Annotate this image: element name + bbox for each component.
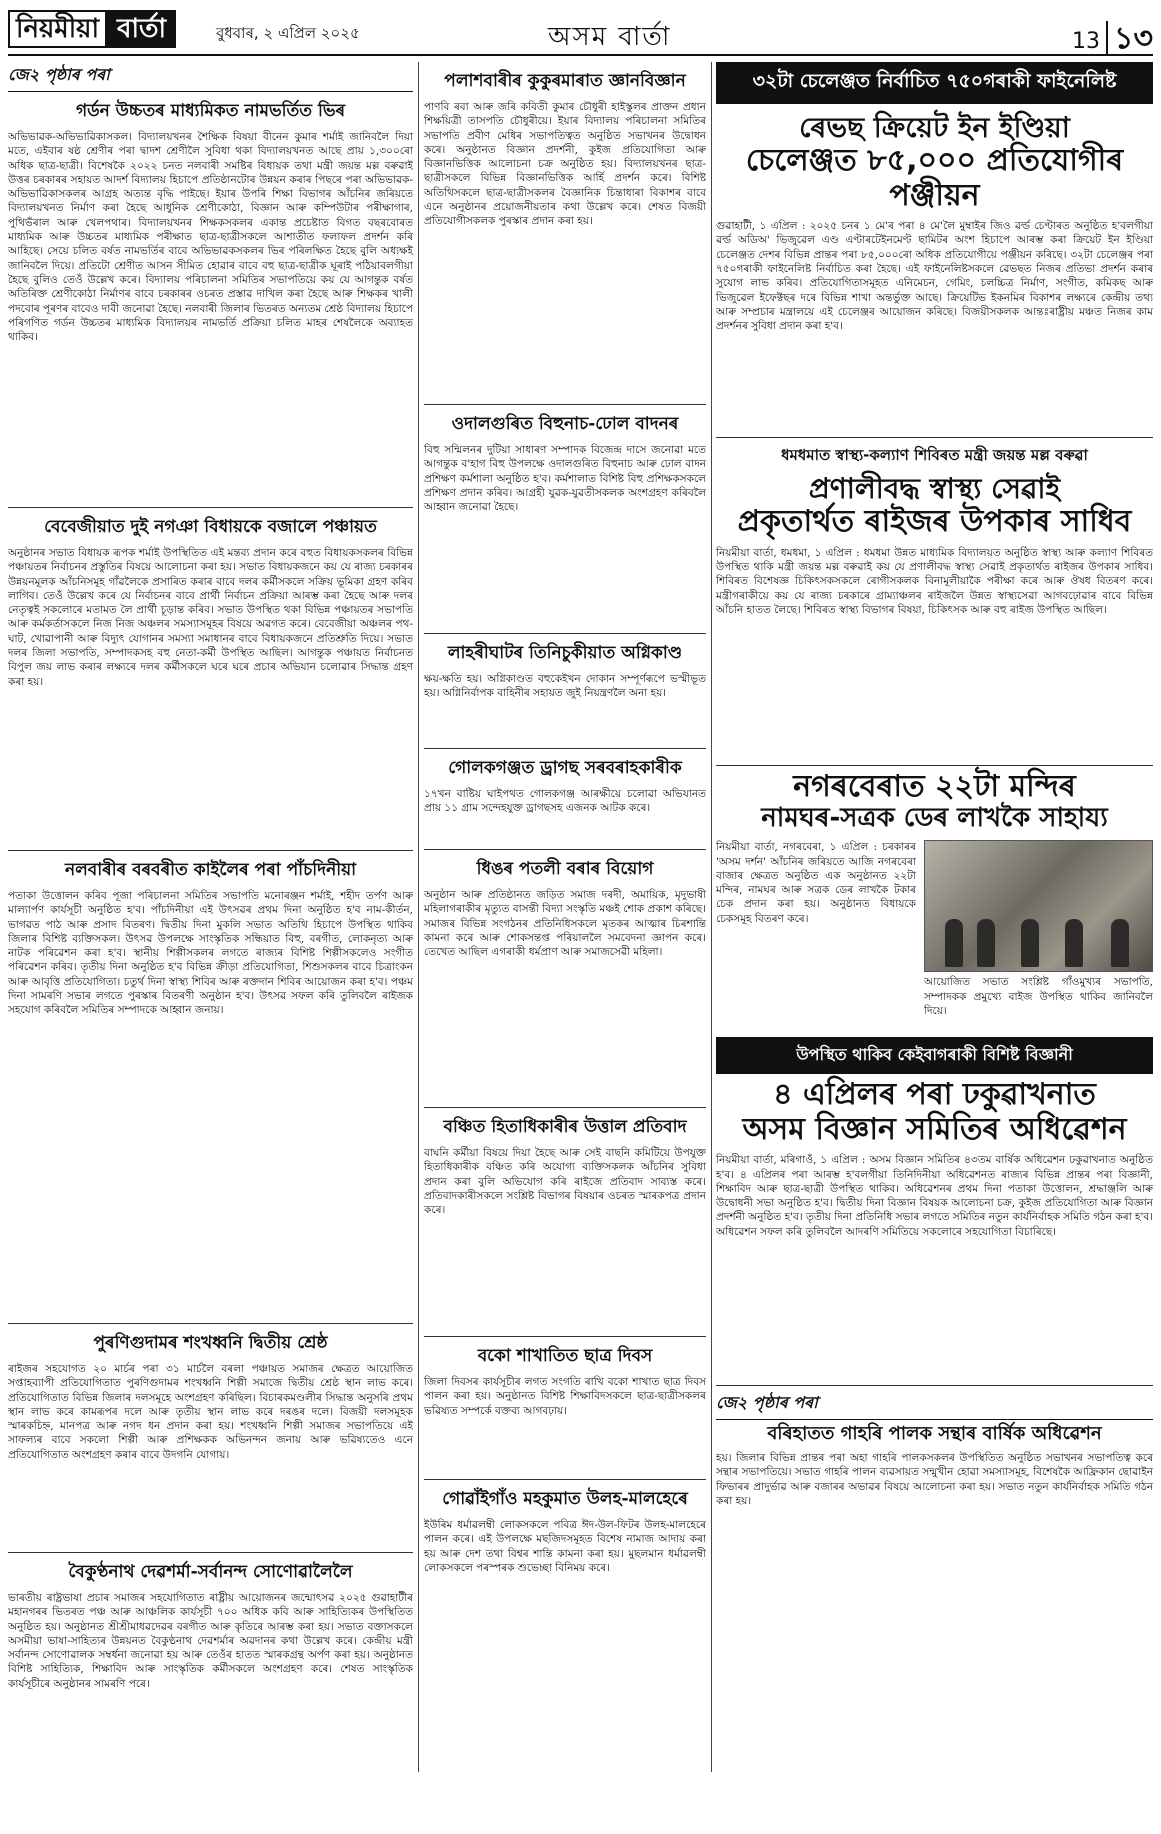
- sub-headline: ধমধমাত স্বাস্থ্য-কল্যাণ শিবিৰত মন্ত্ৰী জয়ন্ত মল্ল বৰুৱা: [781, 446, 1088, 465]
- divider: [424, 404, 706, 405]
- middle-column: [424, 62, 706, 1772]
- article-headline: বকো শাখাতিত ছাত্ৰ দিবস: [477, 1346, 653, 1366]
- page-number-as: ১৩: [1106, 21, 1153, 56]
- jump-label: জে২ পৃষ্ঠাৰ পৰা: [716, 1390, 1153, 1420]
- article-body: ক্ষয়-ক্ষতি হয়। অগ্নিকাণ্ডত বহুকেইখন দোকান সম্পূৰ্ণৰূপে ভস্মীভূত হয়। অগ্নিনিৰ্বাপক বাহিনীৰ সহায়ত জুই নিয়ন্ত্ৰণলৈ অনা হয়।: [424, 673, 706, 700]
- article-body: নিয়মীয়া বাৰ্তা, মৰিগাওঁ, ১ এপ্ৰিল : অসম বিজ্ঞান সমিতিৰ ৪৩তম বাৰ্ষিক অধিৱেশন ঢকুৱাখনাত অনুষ্ঠিত হ'ব। ৪ এপ্ৰিলৰ পৰা আৰম্ভ হ'বলগীয়া তিনিদিনীয়া অধিৱেশনত ৰাজ্যৰ বিভিন্ন প্ৰান্তৰ পৰা বিজ্ঞানী, শিক্ষাবিদ আৰু ছাত্ৰ-ছাত্ৰী উপস্থিত থাকিব। অধিৱেশনৰ প্ৰথম দিনা পতাকা উত্তোলন, শ্ৰদ্ধাঞ্জলি আৰু উদ্বোধনী সভা অনুষ্ঠিত হ'ব। দ্বিতীয় দিনা বিজ্ঞান বিষয়ক আলোচনা চক্ৰ, কুইজ প্ৰতিযোগিতা আৰু বিজ্ঞান প্ৰদৰ্শনী অনুষ্ঠিত হ'ব। তৃতীয় দিনা প্ৰতিনিধি সভাৰ লগতে সমিতিৰ নতুন কাৰ্যনিৰ্বাহক সমিতি গঠন কৰা হ'ব। অধিৱেশন সফল কৰি তুলিবলৈ আদৰণি সমিতিয়ে সকলোৰে সহযোগিতা বিচাৰিছে।: [716, 1154, 1153, 1238]
- photo-caption: আয়োজিত সভাত সংশ্লিষ্ট গাঁওমুখ্যৰ সভাপতি, সম্পাদকক প্ৰমুখ্যে বাইজ উপস্থিত থাকিব জানিবলৈ দিয়ে।: [924, 976, 1153, 1017]
- article-headline: লাহৰীঘাটৰ তিনিচুকীয়াত অগ্নিকাণ্ড: [447, 643, 683, 663]
- article-headline: ধিঙৰ পতলী বৰাৰ বিয়োগ: [476, 859, 654, 879]
- column-divider: [418, 62, 419, 1772]
- big-headline-4a: ৪ এপ্ৰিলৰ পৰা ঢকুৱাখনাত: [773, 1077, 1096, 1113]
- news-photo: [924, 840, 1153, 972]
- article-headline: পুৰণিগুদামৰ শংখধ্বনি দ্বিতীয় শ্ৰেষ্ঠ: [93, 1333, 328, 1353]
- big-headline-3b: নামঘৰ-সত্ৰক ডেৰ লাখকৈ সাহায্য: [761, 803, 1108, 834]
- article-headline: ওদালগুৰিত বিহুনাচ-ঢোল বাদনৰ: [451, 414, 679, 434]
- article-body: জিলা দিবসৰ কাৰ্যসূচীৰ লগত সংগতি ৰাখি বকো শাখাত ছাত্ৰ দিবস পালন কৰা হয়। অনুষ্ঠানত বিশিষ্ট শিক্ষাবিদসকলে ছাত্ৰ-ছাত্ৰীসকলৰ ভৱিষ্যত সম্পৰ্কে বক্তব্য আগবঢ়ায়।: [424, 1376, 706, 1417]
- article-body: ৰাইজৰ সহযোগত ২০ মাৰ্চৰ পৰা ৩১ মাৰ্চলৈ বৰলা পঞ্চায়ত সমাজৰ ক্ষেত্ৰত আয়োজিত সপ্তাহব্যাপী প্ৰতিযোগিতাত পুৰণিগুদামৰ শংখধ্বনি শিল্পী সমাজে দ্বিতীয় শ্ৰেষ্ঠ স্থান লাভ কৰে। প্ৰতিযোগিতাত বিভিন্ন জিলাৰ দলসমূহে অংশগ্ৰহণ কৰিছিল। বিচাৰকমণ্ডলীৰ সিদ্ধান্ত অনুসৰি প্ৰথম স্থান লাভ কৰে কামৰূপৰ দলে আৰু তৃতীয় স্থান লাভ কৰে দৰঙৰ দলে। বিজয়ী দলসমূহক স্মাৰকচিহ্ন, মানপত্ৰ আৰু নগদ ধন প্ৰদান কৰা হয়। শংখধ্বনি শিল্পী সমাজৰ সভাপতিয়ে এই সাফল্যৰ বাবে সকলো শিল্পী আৰু প্ৰশিক্ষকক অভিনন্দন জনায় আৰু ভৱিষ্যতেও এনে প্ৰতিযোগিতাত অংশগ্ৰহণ কৰাৰ বাবে উদগনি যোগায়।: [8, 1363, 413, 1461]
- article-body: পাণবি ৰবা আৰু জৰি কবিতী কুমাৰ চৌধুৰী হাইস্কুলৰ প্ৰাক্তন প্ৰধান শিক্ষয়িত্ৰী তাসপতি চৌধুৰীয়ে। ইয়াৰ বিদ্যালয় পৰিচালনা সমিতিৰ সভাপতি প্ৰবীণ মেধিৰ সভাপতিত্বত অনুষ্ঠিত সভাখনৰ উদ্বোধন কৰে। অনুষ্ঠানত বিজ্ঞান প্ৰদৰ্শনী, কুইজ প্ৰতিযোগিতা আৰু বিজ্ঞানভিত্তিক আলোচনা চক্ৰ অনুষ্ঠিত হয়। বিদ্যালয়খনৰ ছাত্ৰ-ছাত্ৰীসকলে বিভিন্ন বিজ্ঞানভিত্তিক আৰ্হি প্ৰদৰ্শন কৰে। বিশিষ্ট অতিথিসকলে ছাত্ৰ-ছাত্ৰীসকলৰ বৈজ্ঞানিক চিন্তাধাৰা বিকাশৰ বাবে এনে অনুষ্ঠানৰ প্ৰয়োজনীয়তাৰ কথা উল্লেখ কৰে। শেষত বিজয়ী প্ৰতিযোগীসকলক পুৰস্কাৰ প্ৰদান কৰা হয়।: [424, 101, 706, 228]
- article-body: ১৭খন বাষ্টিয় ঘাইপথত গোলকগঞ্জ আৰক্ষীয়ে চলোৱা অভিযানত প্ৰায় ১১ গ্ৰাম সন্দেহযুক্ত ড্ৰাগছসহ এজনক আটক কৰে।: [424, 788, 706, 815]
- section-title: অসম বাৰ্তা: [548, 22, 672, 52]
- divider: [424, 633, 706, 634]
- divider: [424, 1336, 706, 1337]
- divider: [424, 748, 706, 749]
- article-headline: নলবাৰীৰ বৰবৰীত কাইলৈৰ পৰা পাঁচদিনীয়া: [64, 860, 357, 880]
- column-divider: [711, 62, 712, 1772]
- article-headline: গৰ্ডন উচ্চতৰ মাধ্যমিকত নামভৰ্তিত ভিৰ: [75, 101, 346, 121]
- banner-finalists: ৩২টা চেলেঞ্জত নিৰ্বাচিত ৭৫০গৰাকী ফাইনেলিষ্ট: [716, 62, 1153, 104]
- divider: [8, 1323, 413, 1324]
- page-number-en: 13: [1072, 29, 1101, 54]
- divider: [8, 507, 413, 508]
- divider: [8, 1552, 413, 1553]
- big-headline-2b: প্ৰকৃতাৰ্থত ৰাইজৰ উপকাৰ সাধিব: [737, 504, 1132, 540]
- logo-right: বাৰ্তা: [107, 10, 176, 48]
- divider: [716, 437, 1153, 438]
- banner-scientists: উপস্থিত থাকিব কেইবাগৰাকী বিশিষ্ট বিজ্ঞানী: [716, 1037, 1153, 1074]
- article-headline: গোৱাঁইগাঁও মহকুমাত উলহ-মালহেৰে: [442, 1489, 688, 1509]
- article-headline: গোলকগঞ্জত ড্ৰাগছ সৰবৰাহকাৰীক: [448, 758, 682, 778]
- article-body: অনুষ্ঠান আৰু প্ৰতিষ্ঠানত জড়িত সমাজ দৰদী, অমায়িক, মৃদুভাষী মহিলাগৰাকীৰ মৃত্যুত বাসন্তী বিদ্যা সংস্কৃতি মঞ্চই শোক প্ৰকাশ কৰিছে। সমাজৰ বিভিন্ন সংগঠনৰ প্ৰতিনিধিসকলে মৃতকৰ আত্মাৰ চিৰশান্তি কামনা কৰে আৰু শোকসন্তপ্ত পৰিয়াললৈ সমবেদনা জ্ঞাপন কৰে। তেখেত আছিল এগৰাকী ধৰ্মপ্ৰাণ আৰু সমাজসেৱী মহিলা।: [424, 889, 706, 959]
- newspaper-logo: [8, 10, 176, 48]
- right-column: [716, 62, 1153, 1772]
- big-headline-4b: অসম বিজ্ঞান সমিতিৰ অধিৱেশন: [742, 1111, 1127, 1147]
- article-body: ইউৰিম ধৰ্মাৱলম্বী লোকসকলে পবিত্ৰ ঈদ-উল-ফিটৰ উলহ-মালহেৰে পালন কৰে। এই উপলক্ষে মছজিদসমূহত বিশেষ নামাজ আদায় কৰা হয় আৰু দেশ তথা বিশ্বৰ শান্তি কামনা কৰা হয়। মুছলমান ধৰ্মাৱলম্বী লোকসকলে পৰস্পৰক শুভেচ্ছা বিনিময় কৰে।: [424, 1519, 706, 1574]
- article-body: নিয়মীয়া বাৰ্তা, ধমধমা, ১ এপ্ৰিল : ধমধমা উন্নত মাধ্যমিক বিদ্যালয়ত অনুষ্ঠিত স্বাস্থ্য আৰু কল্যাণ শিবিৰত উপস্থিত থাকি মন্ত্ৰী জয়ন্ত মল্ল বৰুৱাই কয় যে প্ৰণালীবদ্ধ স্বাস্থ্য সেৱাই প্ৰকৃতাৰ্থত ৰাইজৰ উপকাৰ সাধিব। শিবিৰত বিশেষজ্ঞ চিকিৎসকসকলে ৰোগীসকলক বিনামূলীয়াকৈ পৰীক্ষা কৰে আৰু ঔষধ বিতৰণ কৰে। মন্ত্ৰীগৰাকীয়ে কয় যে ৰাজ্য চৰকাৰে গ্ৰাম্যাঞ্চলৰ ৰাইজলৈ উন্নত স্বাস্থ্যসেৱা আগবঢ়োৱাৰ বাবে বিভিন্ন আঁচনি হাতত লৈছে। শিবিৰত স্বাস্থ্য বিভাগৰ বিষয়া, চিকিৎসক আৰু বহু ৰাইজ উপস্থিত আছিল।: [716, 546, 1153, 617]
- jump-label: জে২ পৃষ্ঠাৰ পৰা: [8, 62, 413, 92]
- divider: [716, 1385, 1153, 1386]
- article-headline: বঞ্চিত হিতাধিকাৰীৰ উত্তাল প্ৰতিবাদ: [443, 1117, 687, 1137]
- article-body: ভাৰতীয় ৰাষ্ট্ৰভাষা প্ৰচাৰ সমাজৰ সহযোগিতাত ৰাষ্ট্ৰীয় আয়োজনৰ জন্মোৎসৱ ২০২৫ গুৱাহাটীৰ মহানগৰৰ ভিতৰত পঞ্চ আৰু আঞ্চলিক কাৰ্যসূচী ৭০০ অধিক কবি আৰু সাহিত্যিকৰ উপস্থিতিত অনুষ্ঠিত হয়। অনুষ্ঠানত শ্ৰীশ্ৰীমাধৱদেৱৰ বৰগীত আৰু কৃতিৰে আৰম্ভ কৰা হয়। সভাত বক্তাসকলে অসমীয়া ভাষা-সাহিত্যৰ উন্নয়নত বৈকুণ্ঠনাথ দেৱশৰ্মাৰ অৱদানৰ কথা উল্লেখ কৰে। কেন্দ্ৰীয় মন্ত্ৰী সৰ্বানন্দ সোণোৱালক সম্বৰ্ধনা জনোৱা হয় আৰু তেওঁৰ হাতত স্মাৰকগ্ৰন্থ অৰ্পণ কৰা হয়। অনুষ্ঠানত বিশিষ্ট সাহিত্যিক, শিক্ষাবিদ আৰু সাংস্কৃতিক কৰ্মীসকলে অংশগ্ৰহণ কৰে। শেষত সাংস্কৃতিক কাৰ্যসূচীৰে অনুষ্ঠানৰ সামৰণি পৰে।: [8, 1592, 413, 1690]
- big-headline-1a: ৰেভছ ক্ৰিয়েট ইন ইণ্ডিয়া: [799, 111, 1070, 144]
- divider: [424, 849, 706, 850]
- divider: [424, 1107, 706, 1108]
- article-body: হয়। জিলাৰ বিভিন্ন প্ৰান্তৰ পৰা অহা গাহৰি পালকসকলৰ উপস্থিতিত অনুষ্ঠিত সভাখনৰ সভাপতিত্ব কৰে সন্থাৰ সভাপতিয়ে। সভাত গাহৰি পালন ব্যৱসায়ত সন্মুখীন হোৱা সমস্যাসমূহ, বিশেষকৈ আফ্ৰিকান ছোৱাইন ফিভাৰৰ প্ৰাদুৰ্ভাৱ আৰু বজাৰৰ অভাৱৰ বিষয়ে আলোচনা কৰা হয়। সভাত নতুন কাৰ্যনিৰ্বাহক সমিতি গঠন কৰা হয়।: [716, 1451, 1153, 1507]
- article-headline: বৈকুণ্ঠনাথ দেৱশৰ্মা-সৰ্বানন্দ সোণোৱালৈলৈ: [68, 1562, 353, 1582]
- page-number: [1072, 14, 1153, 65]
- big-headline-3a: নগৰবেৰাত ২২টা মন্দিৰ: [793, 768, 1076, 804]
- article-body: বাঘনি কৰ্মীয়া বিষয়ে দিয়া হৈছে আৰু সেই বাছনি কমিটিয়ে উপযুক্ত হিতাধিকাৰীক বঞ্চিত কৰি অযোগ্য ব্যক্তিসকলক আঁচনিৰ সুবিধা প্ৰদান কৰা বুলি অভিযোগ কৰি ৰাইজে প্ৰতিবাদ সাব্যস্ত কৰে। প্ৰতিবাদকাৰীসকলে সংশ্লিষ্ট বিভাগৰ বিষয়াৰ ওচৰত স্মাৰকপত্ৰ প্ৰদান কৰে।: [424, 1147, 706, 1217]
- logo-left: নিয়মীয়া: [8, 10, 107, 48]
- big-headline-5: বৰিহাতত গাহৰি পালক সন্থাৰ বাৰ্ষিক অধিৱেশন: [767, 1423, 1102, 1445]
- big-headline-1b: চেলেঞ্জত ৮৫,০০০ প্ৰতিযোগীৰ পঞ্জীয়ন: [745, 143, 1124, 213]
- article-body: গুৱাহাটী, ১ এপ্ৰিল : ২০২৫ চনৰ ১ মে'ৰ পৰা ৪ মে'লৈ মুম্বাইৰ জিও ৱৰ্ল্ড চেণ্টাৰত অনুষ্ঠিত হ'বলগীয়া ৱৰ্ল্ড অডিঅ' ভিজুৱেল এণ্ড এণ্টাৰটেইনমেণ্ট ছামিটৰ অংশ হিচাপে আৰম্ভ কৰা ক্ৰিয়েট ইন ইণ্ডিয়া চেলেঞ্জত দেশৰ বিভিন্ন প্ৰান্তৰ পৰা ৮৫,০০০ৰো অধিক প্ৰতিযোগীয়ে পঞ্জীয়ন কৰিছে। ৩২টা চেলেঞ্জৰ পৰা ৭৫০গৰাকী ফাইনেলিষ্ট নিৰ্বাচিত কৰা হৈছে। এই ফাইনেলিষ্টসকলে ৱেভছত নিজৰ প্ৰতিভা প্ৰদৰ্শন কৰাৰ সুযোগ লাভ কৰিব। প্ৰতিযোগিতাসমূহত এনিমেচন, গেমিং, চলচ্চিত্ৰ নিৰ্মাণ, সংগীত, কমিকছ আৰু ভিজুৱেল ইফেক্টছৰ দৰে বিভিন্ন শাখা অন্তৰ্ভুক্ত আছে। ক্ৰিয়েটিভ ইকনমিৰ বিকাশৰ লক্ষ্যৰে কেন্দ্ৰীয় তথ্য আৰু সম্প্ৰচাৰ মন্ত্ৰালয়ে এই চেলেঞ্জৰ আয়োজন কৰিছে। বিজয়ীসকলক আন্তঃৰাষ্ট্ৰীয় মঞ্চত নিজৰ কাম প্ৰদৰ্শনৰ সুবিধা প্ৰদান কৰা হ'ব।: [716, 220, 1153, 333]
- article-body: পতাকা উত্তোলন কৰিব পূজা পৰিচালনা সমিতিৰ সভাপতি মনোৰঞ্জন শৰ্মাই, শহীদ তৰ্পণ আৰু মাল্যাৰ্পণ কাৰ্যসূচী অনুষ্ঠিত হ'ব। পাঁচদিনীয়া এই উৎসৱৰ প্ৰথম দিনা অনুষ্ঠিত হ'ব নাম-কীৰ্তন, ভাগৱত পাঠ আৰু প্ৰসাদ বিতৰণ। দ্বিতীয় দিনা মুকলি সভাত অতিথি হিচাপে উপস্থিত থাকিব জিলাৰ বিশিষ্ট ব্যক্তিসকল। উৎসৱ উপলক্ষে সাংস্কৃতিক সন্ধিয়াত বিহু, বৰগীত, লোকনৃত্য আৰু নাটক পৰিৱেশন কৰা হ'ব। স্থানীয় শিল্পীসকলৰ লগতে ৰাজ্যৰ বিশিষ্ট শিল্পীসকলেও সংগীত পৰিৱেশন কৰিব। তৃতীয় দিনা অনুষ্ঠিত হ'ব বিভিন্ন ক্ৰীড়া প্ৰতিযোগিতা, শিশুসকলৰ বাবে চিত্ৰাংকন আৰু আবৃত্তি প্ৰতিযোগিতা। চতুৰ্থ দিনা স্বাস্থ্য শিবিৰ আৰু ৰক্তদান শিবিৰ আয়োজন কৰা হ'ব। পঞ্চম দিনা সামৰণি সভাৰ লগতে পুৰস্কাৰ বিতৰণী অনুষ্ঠান হ'ব। উৎসৱ সফল কৰি তুলিবলৈ ৰাইজক সহযোগ কৰিবলৈ সমিতিৰ সম্পাদকে আহ্বান জনায়।: [8, 890, 413, 1017]
- article-headline: পলাশবাৰীৰ কুকুৰমাৰাত জ্ঞানবিজ্ঞান: [444, 71, 686, 91]
- photo-block: [924, 840, 1153, 1031]
- article-body: অভিভাৱক-অভিভাৱিকাসকল। বিদ্যালয়খনৰ শৈক্ষিক বিষয়া বীনেন কুমাৰ শৰ্মাই জানিবলৈ দিয়া মতে, এইবাৰ ষষ্ঠ শ্ৰেণীৰ পৰা দ্বাদশ শ্ৰেণীলৈ সুবিধা থকা বিদ্যালয়খনত আছে প্ৰায় ১,৩০০ৰো অধিক ছাত্ৰ-ছাত্ৰী। বিশেষকৈ ২০২২ চনত নলবাৰী সমষ্টিৰ বিধায়ক তথা মন্ত্ৰী জয়ন্ত মল্ল বৰুৱাই উত্তৰ চৰকাৰৰ সহায়ত আদৰ্শ বিদ্যালয় হিচাপে প্ৰতিষ্ঠানটোৰ উন্নয়ন কৰাৰ পিছৰে পৰা অভিভাৱক-অভিভাৱিকাসকলৰ আগ্ৰহ অত্যন্ত বৃদ্ধি পাইছে। ইয়াৰ উপৰি শিক্ষা বিভাগৰ আঁচনিৰ জৰিয়তে বিদ্যালয়খনত নিৰ্মাণ কৰা হৈছে আধুনিক শ্ৰেণীকোঠা, বিজ্ঞান আৰু কম্পিউটাৰ পৰীক্ষাগাৰ, পুথিভঁৰাল আৰু খেলপথাৰ। বিদ্যালয়খনৰ শিক্ষকসকলৰ একান্ত প্ৰচেষ্টাত বিগত বছৰবোৰত মাধ্যমিক আৰু উচ্চতৰ মাধ্যমিক পৰীক্ষাত ছাত্ৰ-ছাত্ৰীসকলে আশাতীত ফলাফল প্ৰদৰ্শন কৰি আহিছে। সেয়ে চলিত বৰ্ষত নামভৰ্তিৰ বাবে অভিভাৱকসকলৰ ভিৰ পৰিলক্ষিত হৈছে বুলি অধ্যক্ষই জানিবলৈ দিয়ে। প্ৰতিটো শ্ৰেণীত আসন সীমিত হোৱাৰ বাবে বহু ছাত্ৰ-ছাত্ৰীক ঘূৰাই পঠিয়াবলগীয়া হৈছে বুলিও তেওঁ উল্লেখ কৰে। বিদ্যালয় পৰিচালনা সমিতিৰ সভাপতিয়ে কয় যে আগন্তুক বৰ্ষত অতিৰিক্ত শ্ৰেণীকোঠা নিৰ্মাণৰ বাবে চৰকাৰৰ ওচৰত প্ৰস্তাৱ দাখিল কৰা হৈছে আৰু শিক্ষকৰ খালী পদবোৰ পূৰণৰ বাবেও দাবী জনোৱা হৈছে। নলবাৰী জিলাৰ ভিতৰত অন্যতম শ্ৰেষ্ঠ বিদ্যালয় হিচাপে পৰিগণিত গৰ্ডন উচ্চতৰ মাধ্যমিক বিদ্যালয়ৰ নামভৰ্তি প্ৰক্ৰিয়া চলিত মাহৰ শেষলৈকে অব্যাহত থাকিব।: [8, 131, 413, 344]
- big-headline-2a: প্ৰণালীবদ্ধ স্বাস্থ্য সেৱাই: [808, 472, 1061, 506]
- divider: [424, 1479, 706, 1480]
- article-headline: বেবেজীয়াত দুই নগঞা বিধায়কে বজালে পঞ্চায়ত: [44, 517, 377, 537]
- left-column: [8, 62, 413, 1772]
- divider: [716, 765, 1153, 766]
- masthead: [8, 8, 1153, 56]
- story-with-photo: [716, 840, 1153, 1031]
- divider: [8, 850, 413, 851]
- issue-date: বুধবাৰ, ২ এপ্ৰিল ২০২৫: [216, 24, 360, 42]
- article-body: অনুষ্ঠানৰ সভাত বিধায়ক ৰূপক শৰ্মাই উপস্থিতিত এই মন্তব্য প্ৰদান কৰে বহুত বিধায়কসকলৰ বিভিন্ন পঞ্চায়তৰ নিৰ্বাচনৰ প্ৰস্তুতিৰ বিষয়ে আলোচনা কৰা হয়। সভাত বিধায়কজনে কয় যে ৰাজ্য চৰকাৰৰ উন্নয়নমূলক আঁচনিসমূহ গাঁৱলৈকে প্ৰসাৰিত কৰাৰ বাবে দলৰ কৰ্মীসকলে সক্ৰিয় ভূমিকা গ্ৰহণ কৰিব লাগিব। তেওঁ উল্লেখ কৰে যে নিৰ্বাচনৰ বাবে প্ৰাৰ্থী নিৰ্বাচন প্ৰক্ৰিয়া আৰম্ভ কৰা হৈছে আৰু দলৰ নেতৃত্বই সকলোৰে মতামত লৈ প্ৰাৰ্থী চূড়ান্ত কৰিব। সভাত উপস্থিত থকা বিভিন্ন পঞ্চায়তৰ সভাপতি আৰু কৰ্মকৰ্তাসকলে নিজ নিজ অঞ্চলৰ সমস্যাসমূহৰ বিষয়ে অৱগত কৰে। বেবেজীয়া অঞ্চলৰ পথ-ঘাট, খোৱাপানী আৰু বিদ্যুৎ যোগানৰ সমস্যা সমাধানৰ বাবে বিধায়কজনে প্ৰতিশ্ৰুতি দিয়ে। সভাত দলৰ জিলা সভাপতি, সম্পাদকসহ বহু নেতা-কৰ্মী উপস্থিত আছিল। আগন্তুক পঞ্চায়ত নিৰ্বাচনত বিপুল জয় লাভ কৰাৰ লক্ষ্যৰে দলৰ কৰ্মীসকলে ঘৰে ঘৰে প্ৰচাৰ অভিযান চলোৱাৰ সিদ্ধান্ত গ্ৰহণ কৰা হয়।: [8, 547, 413, 688]
- article-body: নিয়মীয়া বাৰ্তা, নগৰবেৰা, ১ এপ্ৰিল : চৰকাৰৰ 'অসম দৰ্শন' আঁচনিৰ জৰিয়তে আজি নগৰবেৰা বাজাৰ ক্ষেত্ৰত অনুষ্ঠিত এক অনুষ্ঠানত ২২টা মন্দিৰ, নামঘৰ আৰু সত্ৰক ডেৰ লাখকৈ টকাৰ চেক প্ৰদান কৰা হয়। অনুষ্ঠানত বিধায়কে চেকসমূহ বিতৰণ কৰে।: [716, 841, 916, 925]
- article-body: বিহু সন্মিলনৰ দুটিয়া সাধাৰণ সম্পাদক বিজেন্দ্ৰ দাসে জনোৱা মতে আগন্তুক ব'হাগ বিহু উপলক্ষে ওদালগুৰিত বিহুনাচ আৰু ঢোল বাদন প্ৰশিক্ষণ কৰ্মশালা অনুষ্ঠিত হ'ব। কৰ্মশালাত বিশিষ্ট বিহু প্ৰশিক্ষকসকলে প্ৰশিক্ষণ প্ৰদান কৰিব। আগ্ৰহী যুৱক-যুৱতীসকলক অংশগ্ৰহণ কৰিবলৈ আহ্বান জনোৱা হৈছে।: [424, 444, 706, 514]
